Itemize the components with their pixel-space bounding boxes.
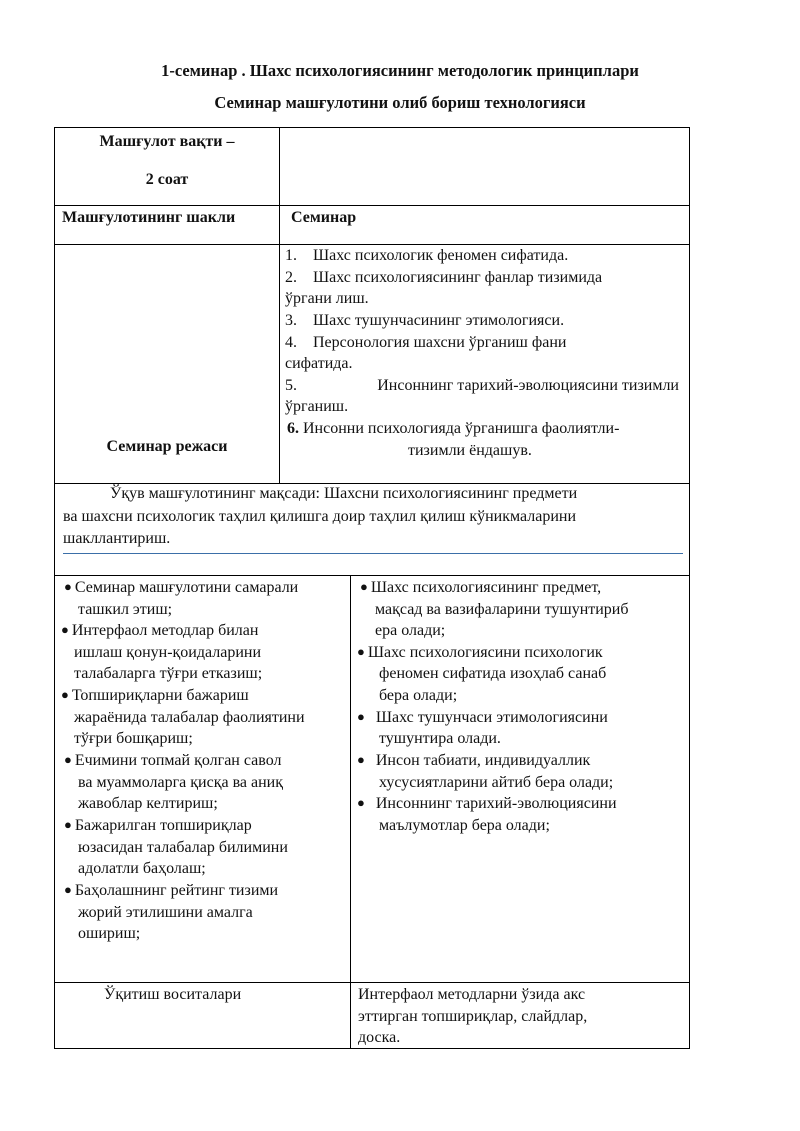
- result-item-2-cont: феномен сифатида изоҳлаб санаб: [379, 665, 607, 682]
- time-value-cell: [279, 127, 690, 206]
- plan-item-1: [285, 245, 568, 266]
- plan-item-num: 2.: [285, 269, 297, 286]
- tools-line-1: Интерфаол методларни ўзида акс: [358, 986, 586, 1003]
- plan-item-2: [285, 267, 602, 288]
- result-item-1-cont: мақсад ва вазифаларини тушунтириб: [375, 601, 629, 618]
- form-value: Семинар: [291, 209, 357, 226]
- goal-line-2: ва шахсни психологик таҳлил қилишга доир таҳлил қилиш кўникмаларини: [63, 508, 577, 525]
- task-item-4-cont: ва муаммоларга қисқа ва аниқ: [78, 774, 284, 791]
- bullet-icon: ●: [64, 579, 72, 594]
- task-item-2-cont2: талабаларга тўғри етказиш;: [74, 665, 263, 682]
- page-subtitle: Семинар машғулотини олиб бориш технологияси: [214, 93, 586, 112]
- result-item-2-cont2: бера олади;: [379, 687, 458, 704]
- plan-item-text: Шахс психологик феномен сифатида.: [313, 247, 569, 264]
- task-item-1: ● Семинар машғулотини самарали: [64, 579, 299, 596]
- plan-label: Семинар режаси: [106, 438, 228, 455]
- task-item-6-cont2: ошириш;: [78, 925, 141, 942]
- task-item-2-cont: ишлаш қонун-қоидаларини: [74, 644, 262, 661]
- bullet-icon: ●: [61, 622, 69, 637]
- goal-line-1: Ўқув машғулотининг мақсади: Шахсни психологиясининг предмети: [110, 485, 578, 502]
- plan-item-text: Инсонни психологияда ўрганишга фаолиятли-: [303, 420, 620, 437]
- plan-item-num: 4.: [285, 334, 297, 351]
- task-item-4-cont2: жавоблар келтириш;: [78, 795, 218, 812]
- plan-item-text: Шахс тушунчасининг этимологияси.: [313, 312, 565, 329]
- plan-item-4-cont: сифатида.: [285, 355, 353, 372]
- plan-item-num: 5.: [285, 377, 297, 394]
- task-item-6: ● Баҳолашнинг рейтинг тизими: [64, 882, 279, 899]
- task-item-5-cont: юзасидан талабалар билимини: [78, 839, 288, 856]
- task-item-2: ● Интерфаол методлар билан: [61, 622, 259, 639]
- plan-item-2-cont: ўргани лиш.: [285, 290, 369, 307]
- result-item-1-cont2: ера олади;: [375, 622, 446, 639]
- bullet-icon: ●: [61, 687, 69, 702]
- bullet-icon: ●: [360, 579, 368, 594]
- task-item-3-cont: жараёнида талабалар фаолиятини: [74, 709, 305, 726]
- task-item-6-cont: жорий этилишини амалга: [78, 904, 253, 921]
- task-item-5: ● Бажарилган топшириқлар: [64, 817, 252, 834]
- task-item-4: ● Ечимини топмай қолган савол: [64, 752, 282, 769]
- task-item-5-cont2: адолатли баҳолаш;: [78, 860, 206, 877]
- page-title: 1-семинар . Шахс психологиясининг методологик принциплари: [161, 61, 639, 80]
- plan-item-6-cont: тизимли ёндашув.: [408, 442, 532, 459]
- plan-item-6: [287, 418, 619, 439]
- plan-item-num: 1.: [285, 247, 297, 264]
- time-label-line-1: Машғулот вақти –: [99, 133, 235, 150]
- bullet-icon: ●: [357, 752, 365, 767]
- goal-divider-line: [63, 553, 683, 554]
- tools-line-3: доска.: [358, 1029, 401, 1046]
- bullet-icon: ●: [64, 817, 72, 832]
- plan-item-num: 6.: [287, 420, 299, 437]
- result-item-4: ● Инсон табиати, индивидуаллик: [357, 752, 591, 769]
- task-item-3: ● Топшириқларни бажариш: [61, 687, 249, 704]
- tools-line-2: эттирган топшириқлар, слайдлар,: [358, 1008, 588, 1025]
- result-item-5-cont: маълумотлар бера олади;: [379, 817, 550, 834]
- plan-item-5: [285, 375, 679, 396]
- result-item-4-cont: хусусиятларини айтиб бера олади;: [379, 774, 614, 791]
- task-item-1-cont: ташкил этиш;: [78, 601, 173, 618]
- result-item-3-cont: тушунтира олади.: [379, 730, 501, 747]
- tools-label: Ўқитиш воситалари: [104, 986, 242, 1003]
- plan-item-3: [285, 310, 564, 331]
- result-item-3: ● Шахс тушунчаси этимологиясини: [357, 709, 608, 726]
- plan-item-num: 3.: [285, 312, 297, 329]
- bullet-icon: ●: [357, 795, 365, 810]
- result-item-5: ● Инсоннинг тарихий-эволюциясини: [357, 795, 617, 812]
- plan-item-4: [285, 332, 566, 353]
- bullet-icon: ●: [357, 709, 365, 724]
- bullet-icon: ●: [64, 752, 72, 767]
- plan-item-text: Инсоннинг тарихий-эволюциясини тизимли: [377, 377, 679, 394]
- plan-item-5-cont: ўрганиш.: [285, 398, 349, 415]
- form-label: Машғулотининг шакли: [62, 209, 236, 226]
- bullet-icon: ●: [64, 882, 72, 897]
- bullet-icon: ●: [357, 644, 365, 659]
- plan-item-text: Шахс психологиясининг фанлар тизимида: [313, 269, 603, 286]
- task-item-3-cont2: тўғри бошқариш;: [74, 730, 193, 747]
- result-item-1: ● Шахс психологиясининг предмет,: [360, 579, 602, 596]
- plan-item-text: Персонология шахсни ўрганиш фани: [313, 334, 567, 351]
- result-item-2: ● Шахс психологиясини психологик: [357, 644, 603, 661]
- time-label-line-2: 2 соат: [145, 171, 189, 188]
- goal-line-3: шакллантириш.: [63, 530, 171, 547]
